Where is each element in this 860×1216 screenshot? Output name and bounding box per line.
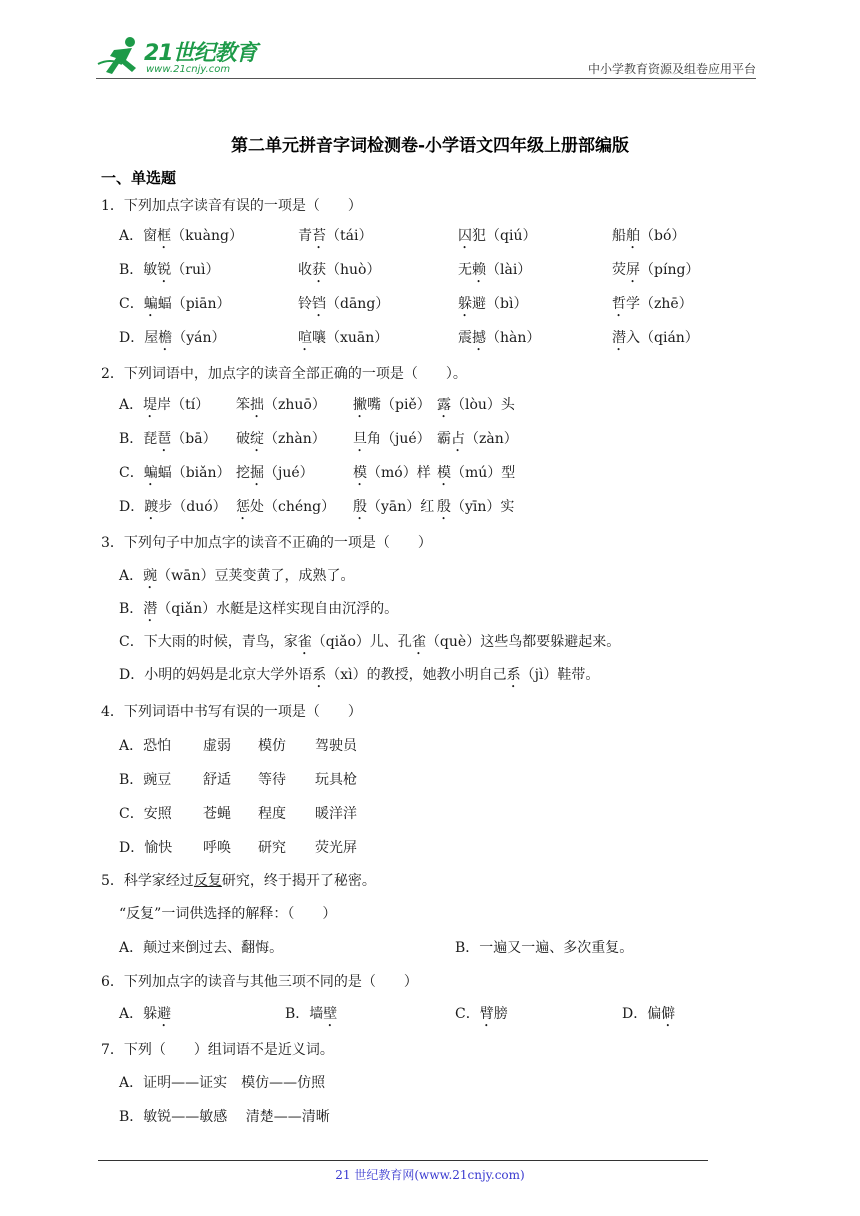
question-1-option-b-item-2: 收获（huò） xyxy=(298,262,381,278)
header-divider xyxy=(96,78,756,79)
question-4-option-b-word-4: 玩具枪 xyxy=(315,772,357,788)
logo xyxy=(96,34,266,80)
question-2-option-c-item-3: 模（mó）样 xyxy=(353,465,431,481)
question-2-option-b-item-2: 破绽（zhàn） xyxy=(236,431,326,447)
logo-text: 21世纪教育 xyxy=(144,41,257,66)
question-3-option-d: D．小明的妈妈是北京大学外语系（xì）的教授，她教小明自己系（jì）鞋带。 xyxy=(119,667,600,683)
page-header xyxy=(96,30,756,80)
question-1-option-d-item-4: 潜入（qián） xyxy=(612,330,699,346)
question-1-option-c-item-1: C．蝙蝠（piān） xyxy=(119,296,231,312)
question-2-option-c-item-2: 挖掘（jué） xyxy=(236,465,314,481)
footer-divider xyxy=(98,1160,708,1161)
question-4-option-c-word-1: C．安照 xyxy=(119,806,172,822)
question-5-sub: “反复”一词供选择的解释：（ ） xyxy=(119,906,337,922)
question-2-option-b-item-1: B．琵琶（bā） xyxy=(119,431,217,447)
question-2-option-a-item-3: 撇嘴（piě） xyxy=(353,397,431,413)
question-4-option-a-word-3: 模仿 xyxy=(258,738,286,754)
question-4-option-d-word-3: 研究 xyxy=(258,840,286,856)
question-3-option-a: A．豌（wān）豆荚变黄了，成熟了。 xyxy=(119,568,355,584)
question-2-option-b-item-3: 旦角（jué） xyxy=(353,431,431,447)
logo-url: www.21cnjy.com xyxy=(146,64,231,75)
question-4-option-d-word-2: 呼唤 xyxy=(203,840,231,856)
question-3-option-b: B．潜（qiǎn）水艇是这样实现自由沉浮的。 xyxy=(119,601,399,617)
question-2-option-d-item-3: 殷（yān）红 xyxy=(353,499,435,515)
question-5-option-b: B．一遍又一遍、多次重复。 xyxy=(455,940,634,956)
question-6-stem: 6．下列加点字的读音与其他三项不同的是（ ） xyxy=(101,974,418,990)
header-platform-text: 中小学教育资源及组卷应用平台 xyxy=(587,62,756,76)
question-1-option-a-item-3: 囚犯（qiú） xyxy=(458,228,537,244)
question-4-stem: 4．下列词语中书写有误的一项是（ ） xyxy=(101,704,362,720)
question-1-option-b-item-4: 荧屏（píng） xyxy=(612,262,700,278)
question-4-option-d-word-4: 荧光屏 xyxy=(315,840,357,856)
question-7-stem: 7．下列（ ）组词语不是近义词。 xyxy=(101,1042,334,1058)
question-2-option-d-item-1: D．踱步（duó） xyxy=(119,499,227,515)
footer-text: 21 世纪教育网(www.21cnjy.com) xyxy=(335,1168,525,1182)
question-1-option-c-item-2: 铃铛（dāng） xyxy=(298,296,390,312)
question-4-option-b-word-1: B．豌豆 xyxy=(119,772,172,788)
question-4-option-a-word-2: 虚弱 xyxy=(203,738,231,754)
question-2-option-b-item-4: 霸占（zàn） xyxy=(437,431,518,447)
question-4-option-a-word-4: 驾驶员 xyxy=(315,738,357,754)
page-title: 第二单元拼音字词检测卷-小学语文四年级上册部编版 xyxy=(230,136,630,156)
question-2-option-d-item-4: 殷（yīn）实 xyxy=(437,499,515,515)
question-6-option-c: C．臂膀 xyxy=(455,1006,508,1022)
runner-logo-icon xyxy=(96,34,148,78)
question-2-option-a-item-1: A．堤岸（tí） xyxy=(119,397,210,413)
question-1-option-a-item-1: A．窗框（kuàng） xyxy=(119,228,243,244)
question-1-option-a-item-2: 青苔（tái） xyxy=(298,228,373,244)
question-1-option-c-item-3: 躲避（bì） xyxy=(458,296,528,312)
question-3-stem: 3．下列句子中加点字的读音不正确的一项是（ ） xyxy=(101,535,432,551)
question-2-option-a-item-4: 露（lòu）头 xyxy=(437,397,515,413)
question-6-option-a: A．躲避 xyxy=(119,1006,172,1022)
question-4-option-a-word-1: A．恐怕 xyxy=(119,738,172,754)
question-4-option-b-word-2: 舒适 xyxy=(203,772,231,788)
question-4-option-d-word-1: D．愉快 xyxy=(119,840,173,856)
question-6-option-d: D．偏僻 xyxy=(622,1006,676,1022)
question-7-option-a: A．证明——证实 模仿——仿照 xyxy=(119,1075,326,1091)
question-1-option-d-item-1: D．屋檐（yán） xyxy=(119,330,226,346)
question-2-option-c-item-1: C．蝙蝠（biǎn） xyxy=(119,465,231,481)
section-heading: 一、单选题 xyxy=(101,169,177,187)
question-1-option-c-item-4: 哲学（zhē） xyxy=(612,296,693,312)
question-7-option-b: B．敏锐——敏感 清楚——清晰 xyxy=(119,1109,330,1125)
question-4-option-c-word-4: 暖洋洋 xyxy=(315,806,357,822)
question-5-option-a: A．颠过来倒过去、翻悔。 xyxy=(119,940,284,956)
question-1-option-d-item-2: 喧嚷（xuān） xyxy=(298,330,389,346)
question-3-option-c: C．下大雨的时候，青鸟，家雀（qiǎo）儿、孔雀（què）这些鸟都要躲避起来。 xyxy=(119,634,621,650)
question-6-option-b: B．墙壁 xyxy=(285,1006,338,1022)
question-1-stem: 1．下列加点字读音有误的一项是（ ） xyxy=(101,198,362,214)
question-2-option-d-item-2: 惩处（chéng） xyxy=(236,499,336,515)
question-4-option-c-word-2: 苍蝇 xyxy=(203,806,231,822)
question-1-option-b-item-1: B．敏锐（ruì） xyxy=(119,262,220,278)
question-2-option-a-item-2: 笨拙（zhuō） xyxy=(236,397,326,413)
question-1-option-a-item-4: 船舶（bó） xyxy=(612,228,686,244)
question-4-option-c-word-3: 程度 xyxy=(258,806,286,822)
question-1-option-b-item-3: 无赖（lài） xyxy=(458,262,532,278)
question-4-option-b-word-3: 等待 xyxy=(258,772,286,788)
question-2-stem: 2．下列词语中，加点字的读音全部正确的一项是（ ）。 xyxy=(101,366,467,382)
question-2-option-c-item-4: 模（mú）型 xyxy=(437,465,516,481)
question-5-stem: 5．科学家经过反复研究，终于揭开了秘密。 xyxy=(101,873,376,889)
question-1-option-d-item-3: 震撼（hàn） xyxy=(458,330,541,346)
